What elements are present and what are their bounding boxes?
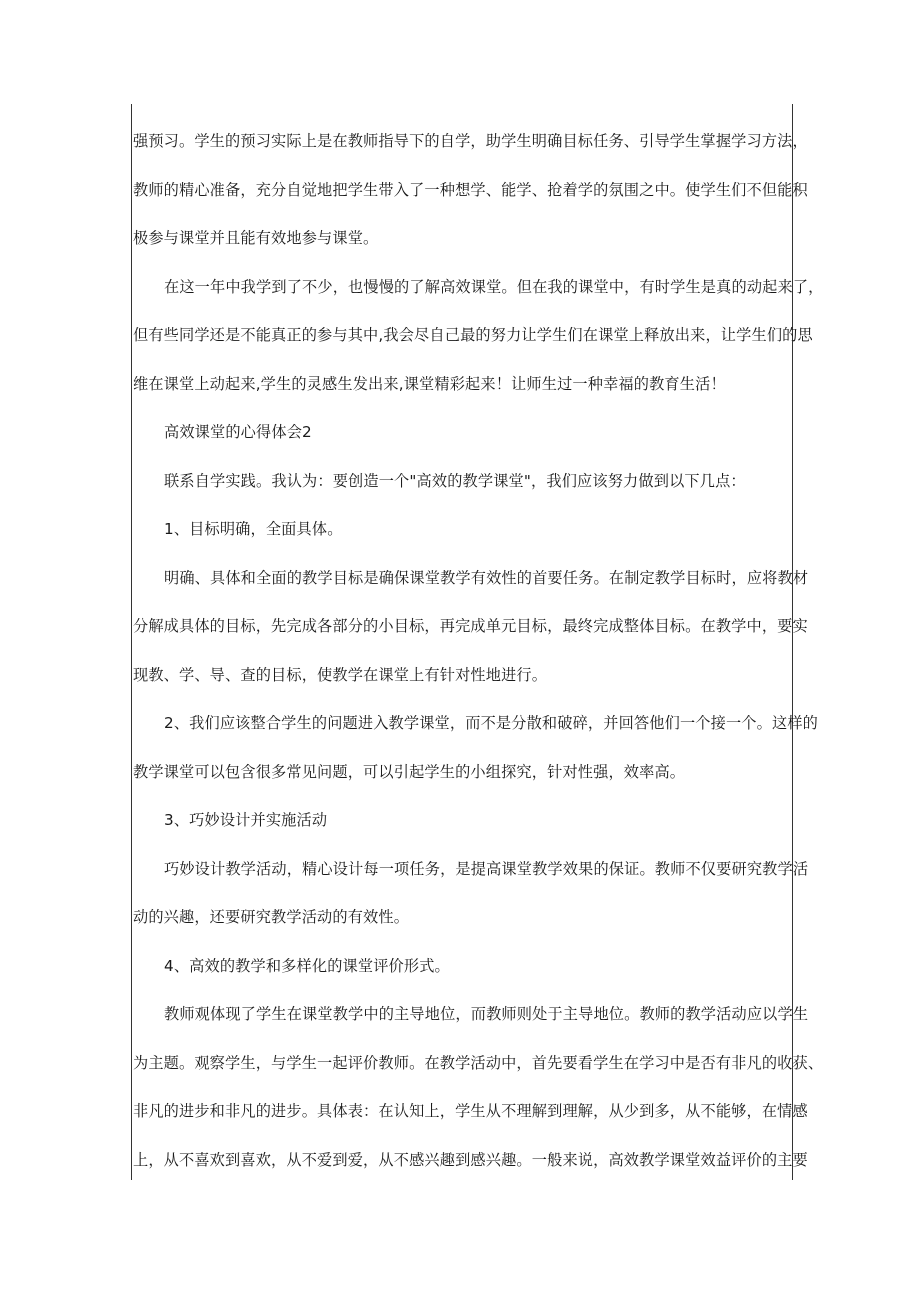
left-margin-rule	[131, 104, 132, 1180]
text-line: 联系自学实践。我认为：要创造一个"高效的教学课堂"，我们应该努力做到以下几点：	[164, 471, 746, 490]
text-line: 教师的精心准备，充分自觉地把学生带入了一种想学、能学、抢着学的氛围之中。使学生们不但能积	[133, 180, 808, 199]
text-line: 1、目标明确，全面具体。	[164, 520, 343, 538]
text-line: 分解成具体的目标，先完成各部分的小目标，再完成单元目标，最终完成整体目标。在教学中，要实	[133, 617, 808, 635]
text-line: 4、高效的教学和多样化的课堂评价形式。	[164, 956, 450, 975]
text-line: 非凡的进步和非凡的进步。具体表：在认知上，学生从不理解到理解，从少到多，从不能够，在情感	[133, 1102, 808, 1120]
text-line: 在这一年中我学到了不少，也慢慢的了解高效课堂。但在我的课堂中，有时学生是真的动起来了，	[164, 277, 824, 296]
document-body	[133, 117, 824, 1184]
text-line: 现教、学、导、查的目标，使教学在课堂上有针对性地进行。	[133, 665, 548, 684]
text-line: 明确、具体和全面的教学目标是确保课堂教学有效性的首要任务。在制定教学目标时，应将教材	[164, 568, 809, 587]
text-line: 极参与课堂并且能有效地参与课堂。	[133, 229, 379, 247]
text-line: 维在课堂上动起来,学生的灵感生发出来,课堂精彩起来！让师生过一种幸福的教育生活！	[133, 374, 726, 393]
text-line: 动的兴趣，还要研究教学活动的有效性。	[133, 908, 410, 926]
text-line: 强预习。学生的预习实际上是在教师指导下的自学，助学生明确目标任务、引导学生掌握学习方法，	[133, 132, 808, 150]
text-line: 教师观体现了学生在课堂教学中的主导地位，而教师则处于主导地位。教师的教学活动应以学生	[164, 1005, 809, 1023]
text-line: 3、巧妙设计并实施活动	[164, 811, 328, 829]
text-line: 但有些同学还是不能真正的参与其中,我会尽自己最的努力让学生们在课堂上释放出来，让学生们的思	[133, 326, 813, 344]
text-line: 高效课堂的心得体会2	[164, 423, 312, 441]
text-line: 教学课堂可以包含很多常见问题，可以引起学生的小组探究，针对性强，效率高。	[133, 762, 686, 781]
text-line: 2、我们应该整合学生的问题进入教学课堂，而不是分散和破碎，并回答他们一个接一个。这样的	[164, 714, 818, 732]
text-line: 为主题。观察学生，与学生一起评价教师。在教学活动中，首先要看学生在学习中是否有非凡的收获、	[133, 1053, 824, 1072]
text-line: 上，从不喜欢到喜欢，从不爱到爱，从不感兴趣到感兴趣。一般来说，高效教学课堂效益评价的主要	[133, 1150, 808, 1169]
text-line: 巧妙设计教学活动，精心设计每一项任务，是提高课堂教学效果的保证。教师不仅要研究教学活	[164, 859, 809, 878]
